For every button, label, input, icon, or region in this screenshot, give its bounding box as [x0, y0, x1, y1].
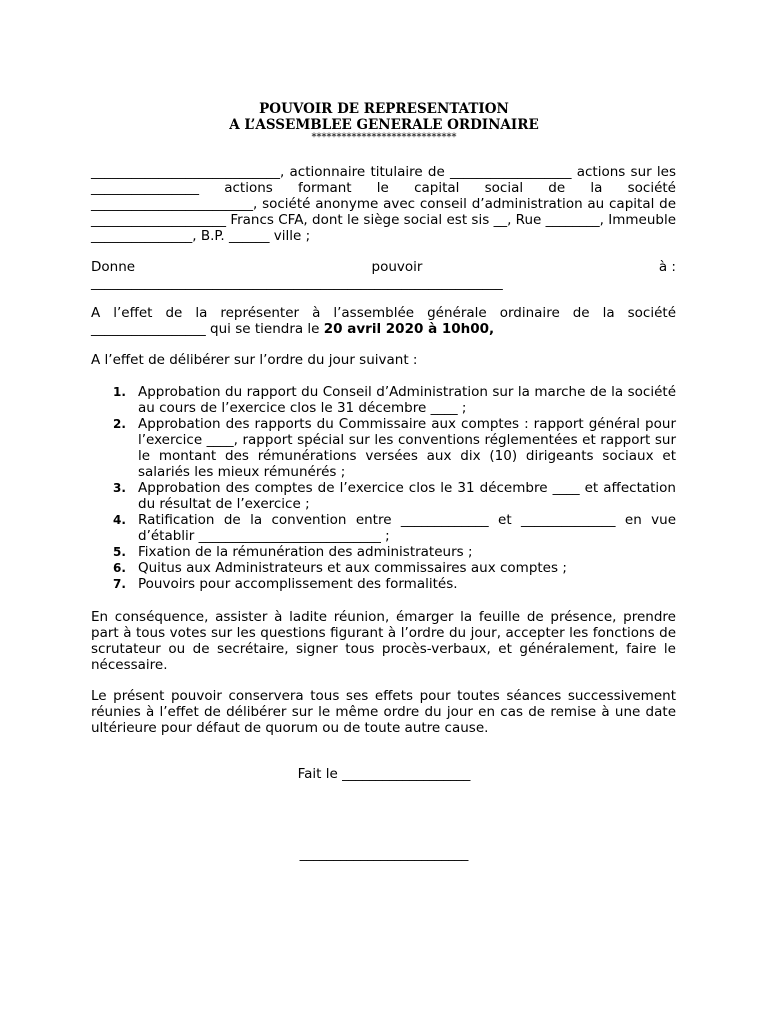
fait-le-line: Fait le ___________________ [297, 766, 471, 782]
agenda-item-text: Quitus aux Administrateurs et aux commissaires aux comptes ; [138, 560, 567, 576]
consequence-paragraph: En conséquence, assister à ladite réunion, émarger la feuille de présence, prendre part à tous votes sur les questions figurant à l’ordre du jour, accepter les fonctions de scrutateur ou de secrétaire, signer tous procès-verbaux, et généralement, faire le nécessaire. [91, 609, 676, 673]
agenda-item-number: 1. [113, 385, 126, 399]
intro-paragraph: ____________________________, actionnaire titulaire de __________________ actions sur les ________________ actions formant le capital social de la société ________________________, société anonyme avec conseil d’administration au capital de ____________________ Francs CFA, dont le siège social est sis __, Rue ________, Immeuble _______________, B.P. ______ ville ; [91, 164, 676, 244]
agenda-item [91, 416, 676, 480]
title-stars-divider: ***************************** [311, 132, 457, 143]
agenda-item [91, 576, 676, 592]
pouvoir-label: pouvoir [371, 259, 423, 275]
effet-text: A l’effet de la représenter à l’assemblée générale ordinaire de la société _________________ qui se tiendra le [91, 305, 676, 337]
document-title-line1: POUVOIR DE REPRESENTATION [259, 101, 509, 117]
agenda-item-number: 5. [113, 545, 126, 559]
proxy-name-blank: _____________________________________________________________ [91, 275, 503, 291]
effet-paragraph [91, 305, 676, 337]
signature-line: _________________________ [299, 846, 469, 862]
agenda-item-number: 7. [113, 577, 126, 591]
agenda-item [91, 560, 676, 576]
agenda-item-number: 2. [113, 417, 126, 431]
donne-pouvoir-block [91, 259, 676, 291]
a-label: à : [658, 259, 676, 275]
agenda-item-text: Fixation de la rémunération des administrateurs ; [138, 544, 473, 560]
donne-label: Donne [91, 259, 136, 275]
agenda-item-number: 3. [113, 481, 126, 495]
agenda-item-text: Pouvoirs pour accomplissement des formalités. [138, 576, 458, 592]
agenda-item-text: Ratification de la convention entre _____________ et ______________ en vue d’établir ___________________________ ; [138, 512, 676, 544]
agenda-item [91, 384, 676, 416]
deliberer-paragraph: A l’effet de délibérer sur l’ordre du jour suivant : [91, 352, 418, 368]
present-paragraph: Le présent pouvoir conservera tous ses effets pour toutes séances successivement réunies à l’effet de délibérer sur le même ordre du jour en cas de remise à une date ultérieure pour défaut de quorum ou de toute autre cause. [91, 688, 676, 736]
agenda-item [91, 512, 676, 544]
donne-pouvoir-line [91, 259, 676, 275]
agenda-item-text: Approbation des comptes de l’exercice clos le 31 décembre ____ et affectation du résultat de l’exercice ; [138, 480, 676, 512]
agenda-item [91, 544, 676, 560]
agenda-item-text: Approbation du rapport du Conseil d’Administration sur la marche de la société au cours de l’exercice clos le 31 décembre ____ ; [138, 384, 676, 416]
agenda-item [91, 480, 676, 512]
title-block [0, 101, 768, 143]
meeting-date: 20 avril 2020 à 10h00, [323, 321, 495, 337]
agenda-list [91, 384, 676, 592]
agenda-item-number: 6. [113, 561, 126, 575]
agenda-item-text: Approbation des rapports du Commissaire aux comptes : rapport général pour l’exercice ____, rapport spécial sur les conventions réglementées et rapport sur le montant des rémunérations versées aux dix (10) dirigeants sociaux et salariés les mieux rémunérés ; [138, 416, 676, 480]
document-title-line2: A L’ASSEMBLEE GENERALE ORDINAIRE [229, 117, 539, 133]
agenda-item-number: 4. [113, 513, 126, 527]
